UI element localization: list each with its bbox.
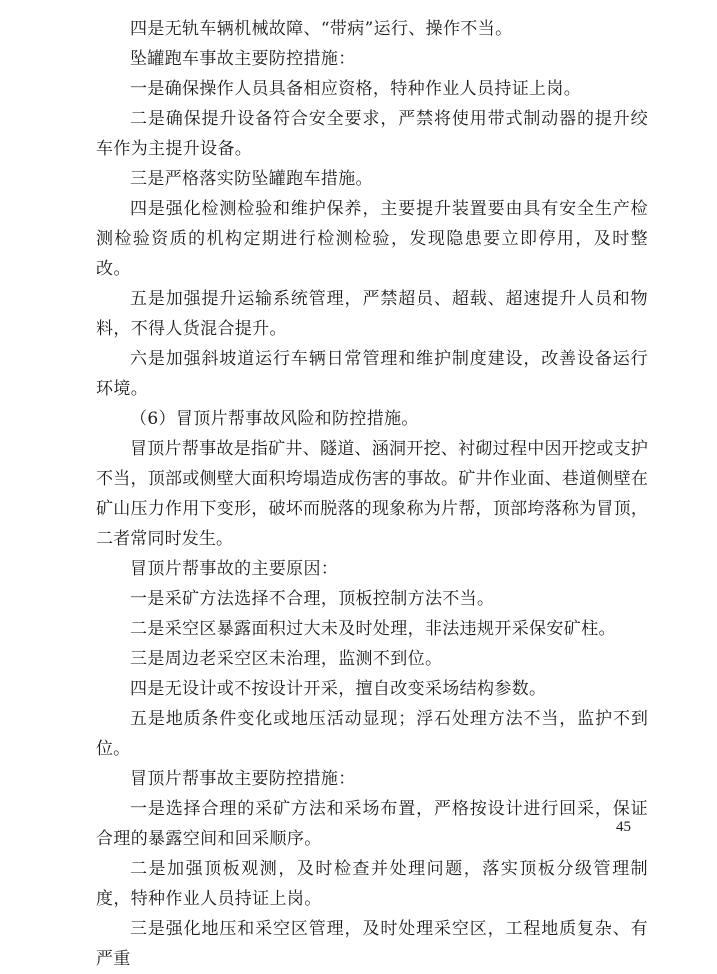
paragraph: 三是强化地压和采空区管理，及时处理采空区，工程地质复杂、有严重 — [96, 919, 648, 969]
paragraph: 四是强化检测检验和维护保养，主要提升装置要由具有安全生产检测检验资质的机构定期进行检测检验，发现隐患要立即停用，及时整改。 — [96, 199, 648, 279]
paragraph: 冒顶片帮事故是指矿井、隧道、涵洞开挖、衬砌过程中因开挖或支护不当，顶部或侧壁大面积垮塌造成伤害的事故。矿井作业面、巷道侧壁在矿山压力作用下变形，破坏而脱落的现象称为片帮，顶部垮落称为冒顶，二者常同时发生。 — [96, 439, 648, 549]
paragraph: 五是地质条件变化或地压活动显现；浮石处理方法不当，监护不到位。 — [96, 709, 648, 759]
paragraph: 坠罐跑车事故主要防控措施： — [130, 49, 356, 69]
section-heading: （6）冒顶片帮事故风险和防控措施。 — [130, 409, 419, 429]
page-number: 45 — [616, 819, 631, 835]
paragraph: 二是加强顶板观测，及时检查并处理问题，落实顶板分级管理制度，特种作业人员持证上岗。 — [96, 859, 648, 909]
paragraph: 一是选择合理的采矿方法和采场布置，严格按设计进行回采，保证合理的暴露空间和回采顺序。 — [96, 799, 648, 849]
paragraph: 三是严格落实防坠罐跑车措施。 — [130, 169, 373, 189]
paragraph: 四是无轨车辆机械故障、“带病”运行、操作不当。 — [130, 19, 513, 39]
paragraph: 一是采矿方法选择不合理，顶板控制方法不当。 — [130, 589, 495, 609]
paragraph: 六是加强斜坡道运行车辆日常管理和维护制度建设，改善设备运行环境。 — [96, 349, 648, 399]
page-body — [96, 14, 648, 974]
paragraph: 三是周边老采空区未治理，监测不到位。 — [130, 649, 443, 669]
paragraph: 冒顶片帮事故主要防控措施： — [130, 769, 356, 789]
paragraph: 四是无设计或不按设计开采，擅自改变采场结构参数。 — [130, 679, 547, 699]
paragraph: 一是确保操作人员具备相应资格，特种作业人员持证上岗。 — [130, 79, 582, 99]
paragraph: 二是确保提升设备符合安全要求，严禁将使用带式制动器的提升绞车作为主提升设备。 — [96, 109, 648, 159]
paragraph: 五是加强提升运输系统管理，严禁超员、超载、超速提升人员和物料，不得人货混合提升。 — [96, 289, 648, 339]
paragraph: 冒顶片帮事故的主要原因： — [130, 559, 339, 579]
paragraph: 二是采空区暴露面积过大未及时处理，非法违规开采保安矿柱。 — [130, 619, 616, 639]
